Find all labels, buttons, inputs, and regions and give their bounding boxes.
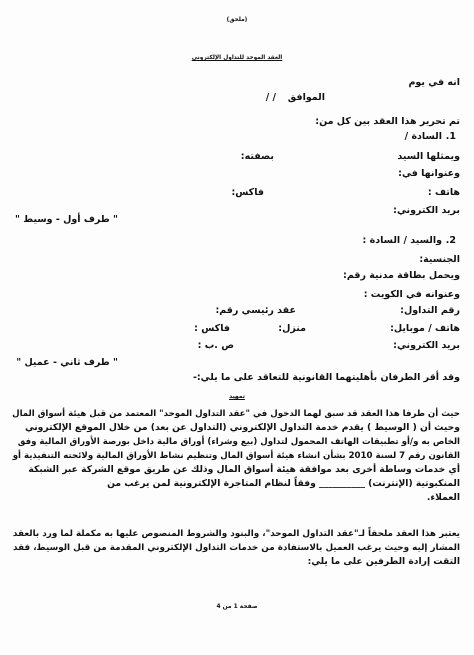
preamble-heading: تمهيد xyxy=(229,394,245,400)
party2-number: 2. xyxy=(445,235,456,246)
party1-capacity: بصفته: xyxy=(240,151,274,162)
party2-role: " طرف ثاني - عميل " xyxy=(16,357,118,368)
annex-label: (ملحق) xyxy=(226,17,248,23)
party2-pobox: ص .ب : xyxy=(197,340,234,351)
party1-address: وعنوانها في: xyxy=(398,168,460,179)
party1-messrs: السادة / xyxy=(404,131,442,142)
party1-represented: ويمثلها السيد xyxy=(397,151,460,162)
party2-trading-no: رقم التداول: xyxy=(400,305,460,316)
party2-nationality: الجنسية: xyxy=(419,254,460,265)
date-slashes: / / xyxy=(265,92,276,103)
party2-email: بريد الكتروني: xyxy=(393,340,460,351)
preamble-line: القانون رقم 7 لسنة 2010 بشأن انشاء هيئة أسواق المال وتنظيم نشاط الأوراق المالية ولائحته التنفيذية أو xyxy=(12,451,460,461)
preamble-line: المنكبوتية (الإنترنت) __________ وفقاً لنظام المتاجرة الإلكترونية لمن يرغب من xyxy=(107,478,460,489)
drafted-line: تم تحرير هذا العقد بين كل من: xyxy=(315,116,460,127)
preamble-line: الخاص به و/أو تطبيقات الهاتف المحمول لتداول (بيع وشراء) أوراق مالية داخل بورصة الأوراق المالية وفق xyxy=(17,437,460,447)
acknowledge-line: وقد أقر الطرفان بأهليتهما القانونية للتعاقد على ما يلي:- xyxy=(192,372,460,383)
party2-fax: فاكس : xyxy=(194,323,230,334)
preamble-line: حيث أن طرفا هذا العقد قد سبق لهما الدخول في "عقد التداول الموحد" المعتمد من قبل هيئة أسواق المال xyxy=(12,409,460,419)
party1-phone: هاتف : xyxy=(427,187,460,198)
preamble-line: أي خدمات وساطة أخرى بعد موافقة هيئة أسواق المال وذلك عن طريق موقع الشركة عبر الشبكة xyxy=(28,464,460,475)
party1-email: بريد الكتروني: xyxy=(393,205,460,216)
party2-messrs: والسيد / السادة : xyxy=(362,235,442,246)
party1-role: " طرف أول - وسيط " xyxy=(15,214,118,225)
party2-main-contract: عقد رئيسي رقم: xyxy=(215,305,296,316)
party1-number: 1. xyxy=(445,131,456,142)
page-number: صفحة 1 من 4 xyxy=(216,604,258,610)
document-title: العقد الموحد للتداول الإلكتروني xyxy=(191,55,283,61)
party2-phone-mobile: هاتف / موبايل: xyxy=(390,323,460,334)
corresponding-label: الموافق xyxy=(287,92,325,103)
preamble-line: وحيث أن ( الوسيط ) يقدم خدمة التداول الإلكتروني (التداول عن بعد) من خلال الموقع الإلكتروني xyxy=(24,422,460,433)
preamble-line: العملاء. xyxy=(426,492,460,503)
party2-civil-id: ويحمل بطاقة مدنية رقم: xyxy=(343,270,460,281)
party2-address: وعنوانه في الكويت : xyxy=(363,289,460,300)
closing-line: التقت إرادة الطرفين على ما يلي: xyxy=(307,556,460,567)
closing-line: يعتبر هذا العقد ملحقاً لـ"عقد التداول الموحد"، والبنود والشروط المنصوص عليها به مكملة لما ورد بالعقد xyxy=(12,529,460,539)
on-day-label: انه في يوم xyxy=(408,77,460,88)
party2-home: منزل: xyxy=(278,323,306,334)
closing-line: المشار إليه وحيث يرغب العميل بالاستفادة من خدمات التداول الإلكتروني المقدمة من قبل الوسيط، فقد xyxy=(12,543,460,553)
party1-fax: فاكس: xyxy=(231,187,264,198)
